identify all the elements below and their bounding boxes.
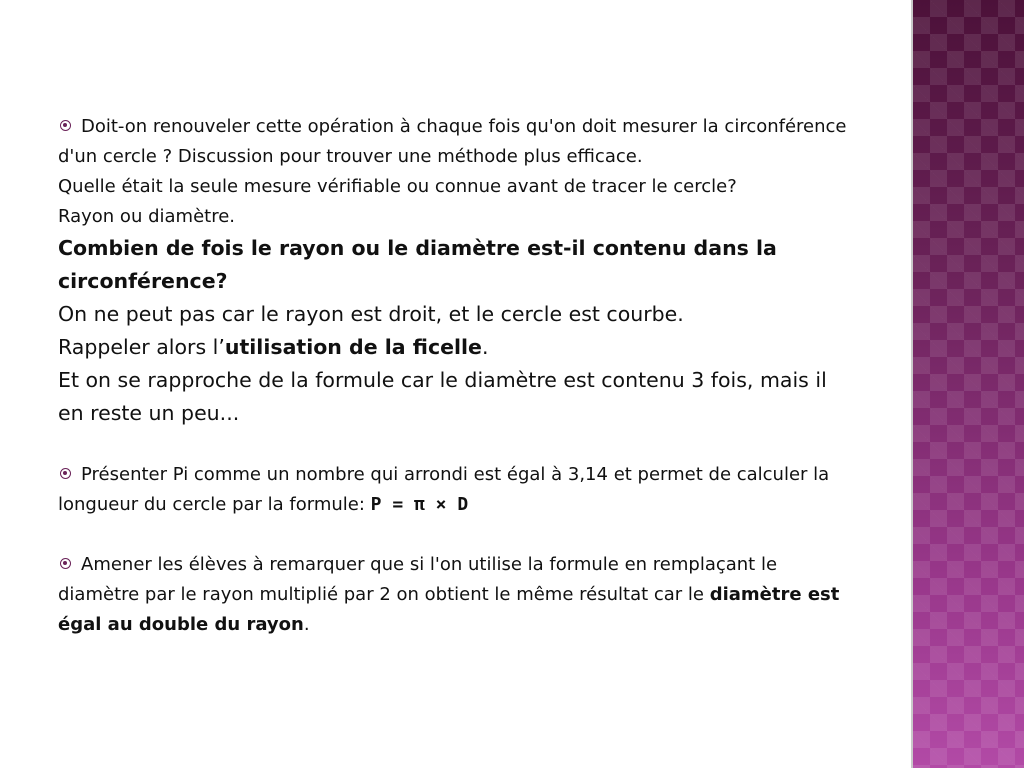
bullet-paragraph-2	[58, 460, 858, 520]
question-line: Quelle était la seule mesure vérifiable ou connue avant de tracer le cercle?	[58, 176, 737, 197]
approach-line: Et on se rapproche de la formule car le diamètre est contenu 3 fois, mais il en reste un peu...	[58, 368, 827, 425]
bullet-3-emphasis: diamètre est égal au double du rayon	[58, 584, 840, 635]
radio-bullet-icon	[60, 468, 71, 479]
radio-bullet-icon	[60, 120, 71, 131]
reminder-suffix: .	[481, 335, 489, 359]
explanation-line: On ne peut pas car le rayon est droit, et le cercle est courbe.	[58, 302, 684, 326]
reminder-line	[58, 331, 858, 364]
spacer	[58, 520, 858, 550]
pi-formula: P = π × D	[370, 494, 469, 515]
reminder-prefix: Rappeler alors l’	[58, 335, 225, 359]
bullet-2-text: Présenter Pi comme un nombre qui arrondi est égal à 3,14 et permet de calculer la longueur du cercle par la formule:	[58, 464, 830, 515]
slide-content	[58, 112, 858, 640]
key-question: Combien de fois le rayon ou le diamètre est-il contenu dans la circonférence?	[58, 236, 777, 293]
bullet-1-text: Doit-on renouveler cette opération à chaque fois qu'on doit mesurer la circonférence d'un cercle ? Discussion pour trouver une méthode plus efficace.	[58, 116, 847, 167]
reminder-emphasis: utilisation de la ficelle	[224, 335, 482, 359]
spacer	[58, 430, 858, 460]
bullet-3-text: Amener les élèves à remarquer que si l'on utilise la formule en remplaçant le diamètre par le rayon multiplié par 2 on obtient le même résultat car le	[58, 554, 778, 605]
bullet-3-suffix: .	[303, 614, 310, 635]
bullet-paragraph-3	[58, 550, 858, 640]
bullet-paragraph-1	[58, 112, 858, 172]
answer-line: Rayon ou diamètre.	[58, 206, 236, 227]
diamond-pattern	[913, 0, 1024, 768]
radio-bullet-icon	[60, 558, 71, 569]
